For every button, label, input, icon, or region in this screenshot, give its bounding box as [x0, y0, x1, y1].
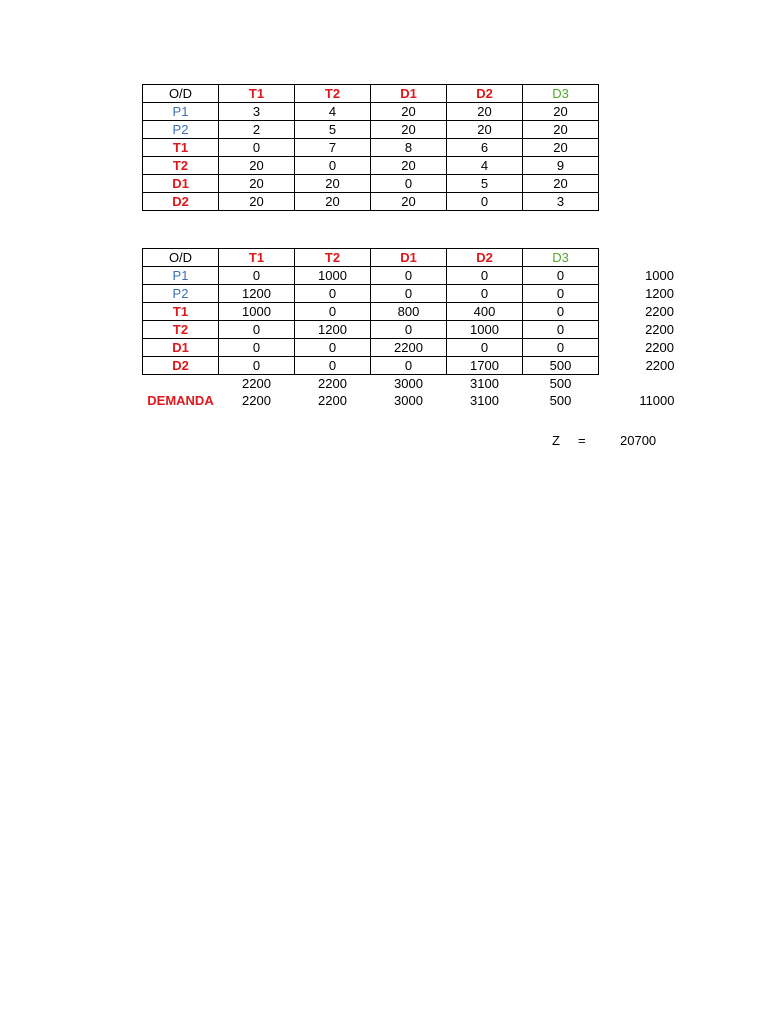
table-cell: 0 — [219, 139, 295, 157]
column-header: D1 — [371, 85, 447, 103]
table-cell: 0 — [371, 357, 447, 375]
table-cell: 0 — [371, 285, 447, 303]
row-supply-total: 2200 — [645, 322, 674, 337]
table-row — [143, 321, 675, 339]
column-header: D3 — [523, 249, 599, 267]
flow-header-row — [143, 249, 675, 267]
table-cell: 4 — [447, 157, 523, 175]
column-sums-row — [143, 375, 675, 393]
objective-variable: Z — [552, 433, 560, 448]
table-cell: 0 — [447, 193, 523, 211]
table-cell: 0 — [295, 357, 371, 375]
table-row — [143, 285, 675, 303]
row-supply-total: 1200 — [645, 286, 674, 301]
table-cell: 1200 — [219, 285, 295, 303]
empty-cell — [599, 249, 675, 267]
demand-value: 3000 — [394, 393, 423, 408]
column-sum: 2200 — [318, 376, 347, 391]
table-row — [143, 357, 675, 375]
row-header: T1 — [143, 303, 219, 321]
table-cell: 20 — [371, 193, 447, 211]
demand-value: 500 — [549, 393, 572, 408]
cost-table-body — [143, 85, 599, 211]
table-cell: 6 — [447, 139, 523, 157]
table-cell: 0 — [219, 357, 295, 375]
table-row — [143, 175, 599, 193]
table-cell: 9 — [523, 157, 599, 175]
empty-cell — [143, 375, 219, 393]
demand-value: 3100 — [470, 393, 499, 408]
row-header: P1 — [143, 103, 219, 121]
table-cell: 8 — [371, 139, 447, 157]
row-header: T1 — [143, 139, 219, 157]
flow-table — [142, 248, 675, 409]
table-cell: 3 — [523, 193, 599, 211]
table-row — [143, 267, 675, 285]
table-cell: 0 — [371, 267, 447, 285]
table-cell: 20 — [371, 121, 447, 139]
flow-table-body — [143, 249, 675, 410]
column-header: T2 — [295, 249, 371, 267]
row-header: P2 — [143, 121, 219, 139]
table-cell: 20 — [523, 121, 599, 139]
column-header: D2 — [447, 249, 523, 267]
table-cell: 0 — [447, 339, 523, 357]
table-row — [143, 193, 599, 211]
table-cell: 1700 — [447, 357, 523, 375]
column-sum: 500 — [549, 376, 572, 391]
demand-value: 2200 — [318, 393, 347, 408]
row-header: D2 — [143, 357, 219, 375]
table-cell: 0 — [295, 285, 371, 303]
table-cell: 3 — [219, 103, 295, 121]
table-cell: 1200 — [295, 321, 371, 339]
row-header: D1 — [143, 175, 219, 193]
table-cell: 20 — [219, 175, 295, 193]
row-supply-total: 2200 — [645, 340, 674, 355]
table-cell: 0 — [523, 321, 599, 339]
column-header: T1 — [219, 85, 295, 103]
row-header: P1 — [143, 267, 219, 285]
column-sum: 3100 — [470, 376, 499, 391]
column-header: T2 — [295, 85, 371, 103]
column-header: D1 — [371, 249, 447, 267]
table-cell: 0 — [219, 339, 295, 357]
row-header: T2 — [143, 321, 219, 339]
table-cell: 0 — [447, 267, 523, 285]
objective-value: 20700 — [620, 433, 657, 448]
column-sum: 3000 — [394, 376, 423, 391]
table-cell: 0 — [295, 303, 371, 321]
column-header: D3 — [523, 85, 599, 103]
table-cell: 0 — [219, 267, 295, 285]
demand-total: 11000 — [639, 393, 675, 408]
row-supply-total: 1000 — [645, 268, 674, 283]
table-cell: 20 — [371, 157, 447, 175]
corner-label: O/D — [143, 85, 219, 103]
table-row — [143, 103, 599, 121]
corner-label: O/D — [143, 249, 219, 267]
row-supply-total: 2200 — [645, 304, 674, 319]
empty-cell — [599, 375, 675, 393]
column-sum: 2200 — [242, 376, 271, 391]
table-cell: 20 — [295, 175, 371, 193]
cost-header-row — [143, 85, 599, 103]
table-cell: 20 — [447, 121, 523, 139]
table-cell: 1000 — [295, 267, 371, 285]
table-cell: 4 — [295, 103, 371, 121]
table-cell: 0 — [523, 339, 599, 357]
column-header: T1 — [219, 249, 295, 267]
table-cell: 20 — [447, 103, 523, 121]
table-cell: 400 — [447, 303, 523, 321]
table-cell: 20 — [523, 139, 599, 157]
cost-table — [142, 84, 599, 211]
table-row — [143, 303, 675, 321]
row-supply-total: 2200 — [645, 358, 675, 373]
row-header: D2 — [143, 193, 219, 211]
column-header: D2 — [447, 85, 523, 103]
table-cell: 20 — [371, 103, 447, 121]
table-cell: 0 — [371, 175, 447, 193]
row-header: P2 — [143, 285, 219, 303]
table-cell: 20 — [523, 103, 599, 121]
table-cell: 1000 — [447, 321, 523, 339]
demand-label: DEMANDA — [147, 393, 214, 408]
table-cell: 0 — [523, 303, 599, 321]
table-cell: 7 — [295, 139, 371, 157]
table-row — [143, 139, 599, 157]
table-cell: 500 — [523, 357, 599, 375]
table-cell: 0 — [523, 267, 599, 285]
demand-row — [143, 392, 675, 409]
table-cell: 1000 — [219, 303, 295, 321]
row-header: D1 — [143, 339, 219, 357]
row-header: T2 — [143, 157, 219, 175]
table-cell: 0 — [295, 339, 371, 357]
table-row — [143, 339, 675, 357]
table-cell: 20 — [523, 175, 599, 193]
table-cell: 0 — [219, 321, 295, 339]
table-cell: 0 — [371, 321, 447, 339]
table-cell: 5 — [295, 121, 371, 139]
table-row — [143, 157, 599, 175]
table-cell: 2 — [219, 121, 295, 139]
table-cell: 0 — [447, 285, 523, 303]
table-cell: 20 — [219, 157, 295, 175]
objective-equals: = — [578, 433, 586, 448]
table-cell: 5 — [447, 175, 523, 193]
table-cell: 20 — [295, 193, 371, 211]
table-cell: 20 — [219, 193, 295, 211]
table-cell: 0 — [295, 157, 371, 175]
table-row — [143, 121, 599, 139]
table-cell: 800 — [371, 303, 447, 321]
demand-value: 2200 — [242, 393, 271, 408]
table-cell: 0 — [523, 285, 599, 303]
table-cell: 2200 — [371, 339, 447, 357]
